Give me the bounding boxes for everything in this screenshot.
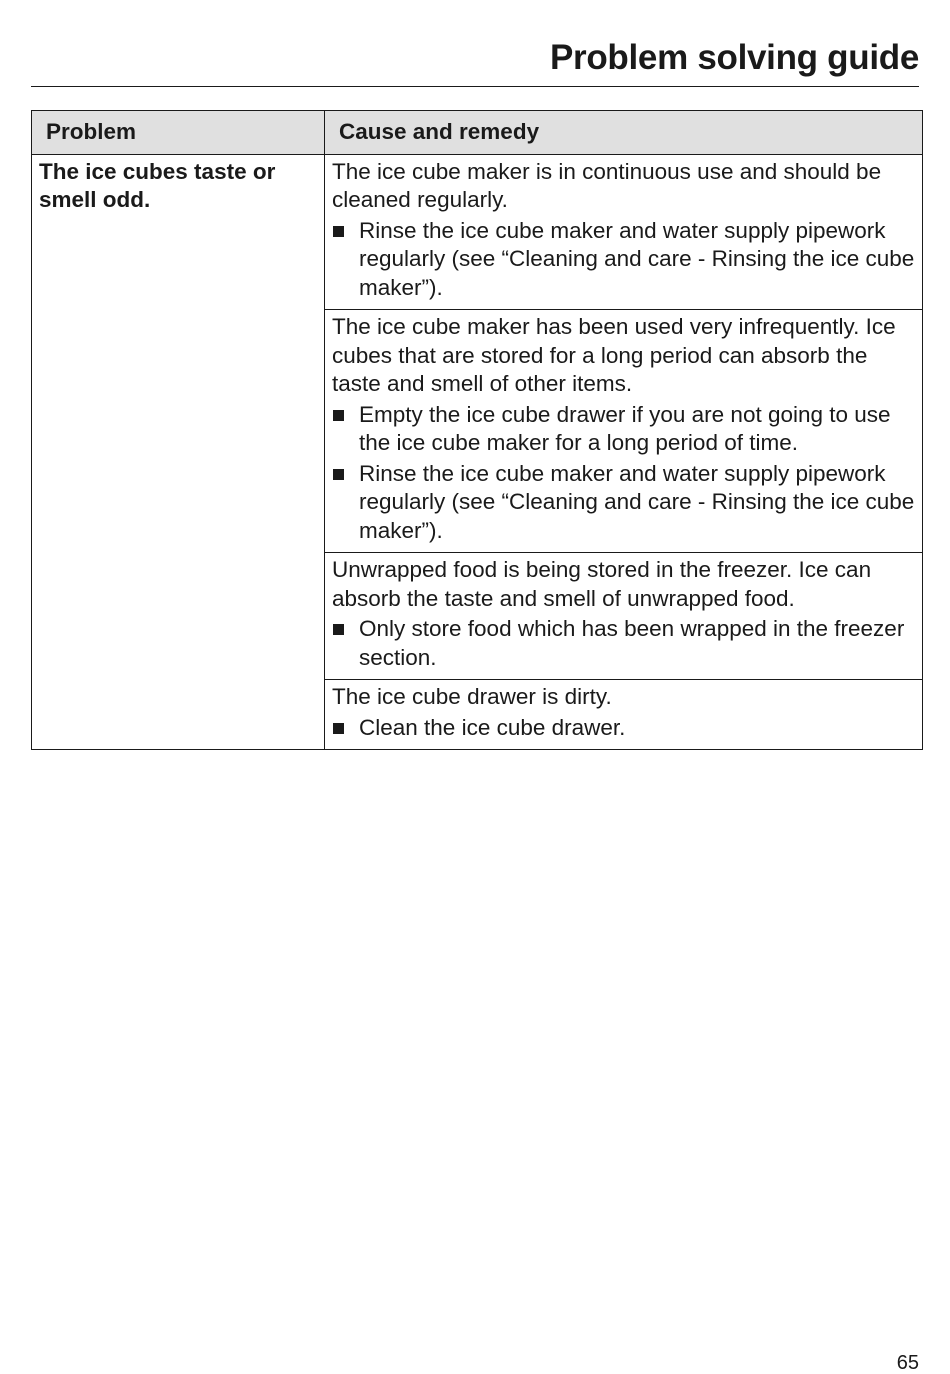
remedy-text: Rinse the ice cube maker and water supply pipework regularly (see “Cleaning and care - Rinsing the ice cube maker”). (359, 217, 915, 300)
remedy-text: Only store food which has been wrapped in the freezer section. (359, 616, 905, 670)
remedy-text: Clean the ice cube drawer. (359, 714, 626, 740)
cause-cell (325, 680, 923, 750)
remedy-item (332, 401, 918, 458)
remedy-item (332, 615, 918, 672)
page-header (31, 34, 919, 87)
column-header-problem: Problem (32, 111, 325, 155)
problem-cell: The ice cubes taste or smell odd. (32, 154, 325, 750)
remedy-item (332, 714, 918, 743)
remedy-list (332, 714, 918, 743)
problem-table (31, 110, 923, 750)
remedy-list (332, 217, 918, 303)
table-header-row (32, 111, 923, 155)
cause-text: The ice cube maker is in continuous use and should be cleaned regularly. (332, 158, 882, 212)
remedy-item (332, 217, 918, 303)
square-bullet-icon (333, 226, 344, 237)
remedy-text: Rinse the ice cube maker and water supply pipework regularly (see “Cleaning and care - Rinsing the ice cube maker”). (359, 460, 915, 543)
remedy-item (332, 460, 918, 546)
page-title: Problem solving guide (549, 38, 919, 77)
square-bullet-icon (333, 723, 344, 734)
cause-cell (325, 310, 923, 553)
cause-text: The ice cube drawer is dirty. (332, 684, 612, 709)
column-header-cause-remedy: Cause and remedy (325, 111, 923, 155)
table-row (32, 154, 923, 310)
remedy-list (332, 401, 918, 546)
cause-text: The ice cube maker has been used very infrequently. Ice cubes that are stored for a long period can absorb the taste and smell of other items. (332, 314, 896, 396)
page-number: 65 (896, 1352, 919, 1374)
square-bullet-icon (333, 469, 344, 480)
cause-cell (325, 553, 923, 680)
square-bullet-icon (333, 624, 344, 635)
square-bullet-icon (333, 410, 344, 421)
cause-text: Unwrapped food is being stored in the freezer. Ice can absorb the taste and smell of unwrapped food. (332, 557, 872, 611)
remedy-text: Empty the ice cube drawer if you are not going to use the ice cube maker for a long period of time. (359, 401, 891, 455)
cause-cell (325, 154, 923, 310)
remedy-list (332, 615, 918, 672)
